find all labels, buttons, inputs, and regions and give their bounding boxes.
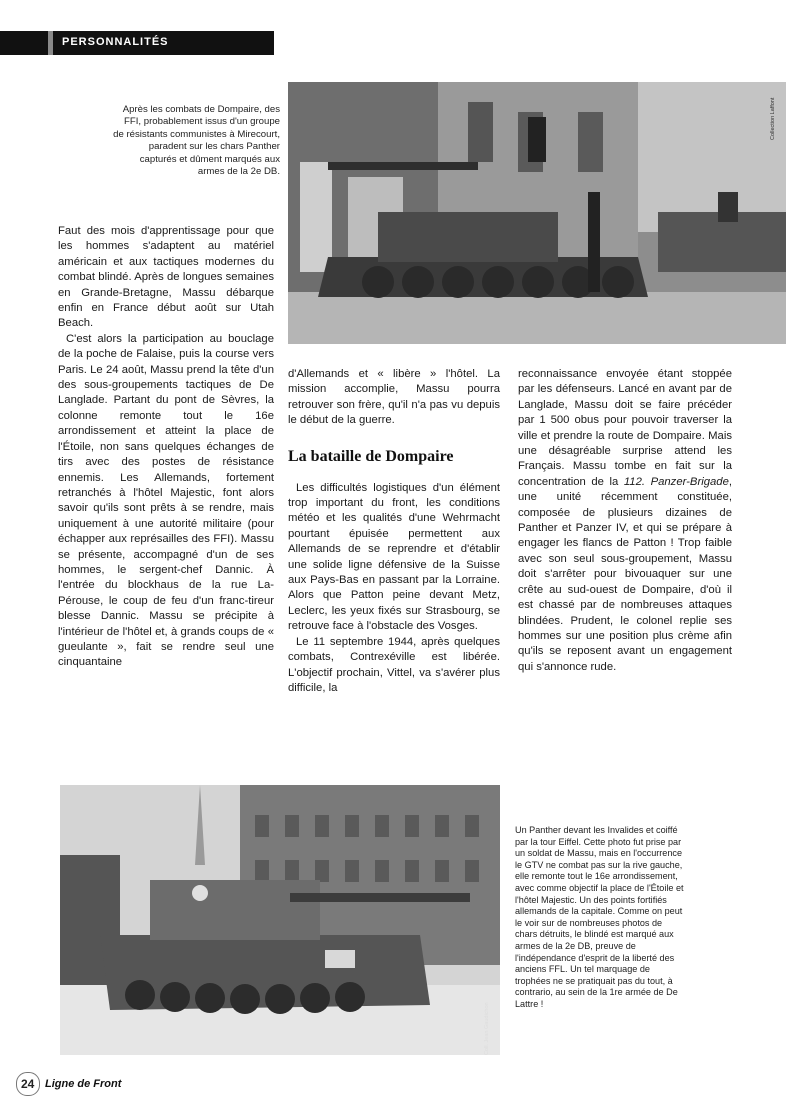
photo-top-credit: Collection Laffont (770, 97, 776, 140)
article-column-3 (518, 367, 732, 675)
photo-bottom-image (60, 785, 500, 1055)
photo-top-image (288, 82, 786, 344)
paragraph: Les difficultés logistiques d'un élément trop important du front, les conditions météo et les qualités d'une Wehrmacht pourtant épuisée permettent aux Allemands de se reprendre et d'établir une solide ligne défensive de la Suisse aux Pays-Bas en passant par la Lorraine. Alors que Patton peine devant Metz, Leclerc, les yeux fixés sur Strasbourg, se retrouve face à l'obstacle des Vosges. (288, 481, 500, 633)
paragraph: Le 11 septembre 1944, après quelques combats, Contrexéville est libérée. L'objectif prochain, Vittel, va s'avérer plus difficile, la (288, 635, 500, 694)
unit-name: 112. Panzer-Brigade (623, 475, 729, 488)
magazine-name: Ligne de Front (45, 1078, 122, 1090)
photo-bottom-credit: Coll. Jean Gaudichon (484, 1002, 490, 1055)
paragraph (518, 367, 732, 675)
photo-bottom-caption: Un Panther devant les Invalides et coiffé par la tour Eiffel. Cette photo fut prise par un soldat de Massu, mais en l'occurrence le GTV ne combat pas sur la rive gauche, elle remonte tout le 16e arrondissement, avec comme objectif la place de l'Étoile et l'hôtel Majestic. Un des points fortifiés allemands de la capitale. Comme on peut le voir sur de nombreuses photos de chars détruits, le blindé est marqué aux armes de la 2e DB, preuve de l'indépendance d'esprit de la liberté des anciens FFL. Un tel marquage de trophées ne se pratiquait pas du tout, à contrario, au sein de la 1re armée de De Lattre ! (515, 825, 684, 1009)
text-run: , une unité récemment constituée, composée de plusieurs dizaines de Panther et Panzer IV, et qui se prépare à engager les flancs de Patton ! Trop faible avec son seul sous-groupement, Massu doit s'arrêter pour bivouaquer sur une crête au sud-ouest de Dompaire, d'où il est chassé par de nombreuses attaques blindées. Prudent, le colonel replie ses hommes sur une position plus crème afin qu'ils se reposent avant un engagement qui s'annonce rude. (518, 475, 732, 673)
article-column-1 (58, 224, 274, 671)
page-number: 24 (21, 1077, 35, 1091)
section-heading: La bataille de Dompaire (288, 447, 454, 465)
section-title: PERSONNALITÉS (62, 36, 169, 48)
article-column-2 (288, 367, 500, 696)
photo-top-panther-ffi (288, 82, 786, 344)
banner-accent-bar (48, 31, 53, 55)
photo-bottom-panther-invalides (60, 785, 500, 1055)
paragraph: d'Allemands et « libère » l'hôtel. La mission accomplie, Massu pourra retrouver son frère, qu'il n'a pas vu depuis le début de la guerre. (288, 368, 500, 427)
photo-top-caption: Après les combats de Dompaire, des FFI, probablement issus d'un groupe de résistants communistes à Mirecourt, paradent sur les chars Panther capturés et dûment marqués aux armes de la 2e DB. (113, 104, 280, 178)
section-banner (0, 31, 274, 55)
paragraph: C'est alors la participation au bouclage de la poche de Falaise, puis la course vers Paris. Le 24 août, Massu prend la tête d'un des sous-groupements tactiques de De Langlade. Partant du pont de Sèvres, la colonne remonte tout le 16e arrondissement et atteint la place de l'Étoile, non sans quelques échanges de tirs avec des postes de résistance ennemis. Les Allemands, fortement retranchés à l'hôtel Majestic, font alors savoir qu'ils sont prêts à se rendre, mais uniquement à une autorité militaire (pour échapper aux représailles des FFI). Massu se présente, accompagné d'un de ses hommes, le sergent-chef Dannic. À l'entrée du blockhaus de la rue La-Pérouse, le coup de feu d'un franc-tireur blesse Dannic. Massu se précipite à l'intérieur de l'hôtel et, à grands coups de « gueulante », fait se rendre seul une cinquantaine (58, 332, 274, 669)
paragraph: Faut des mois d'apprentissage pour que les hommes s'adaptent au matériel américain et aux tactiques modernes du combat blindé. Après de longues semaines en Grande-Bretagne, Massu débarque enfin en France début août sur Utah Beach. (58, 225, 274, 330)
text-run: reconnaissance envoyée étant stoppée par les défenseurs. Lancé en avant par de Langlade, Massu doit se faire précéder par 1 500 obus pour pouvoir traverser la ville et prendre la route de Dompaire. Mais une désagréable surprise attend les Français. Massu tombe en fait sur la concentration de la (518, 368, 732, 488)
